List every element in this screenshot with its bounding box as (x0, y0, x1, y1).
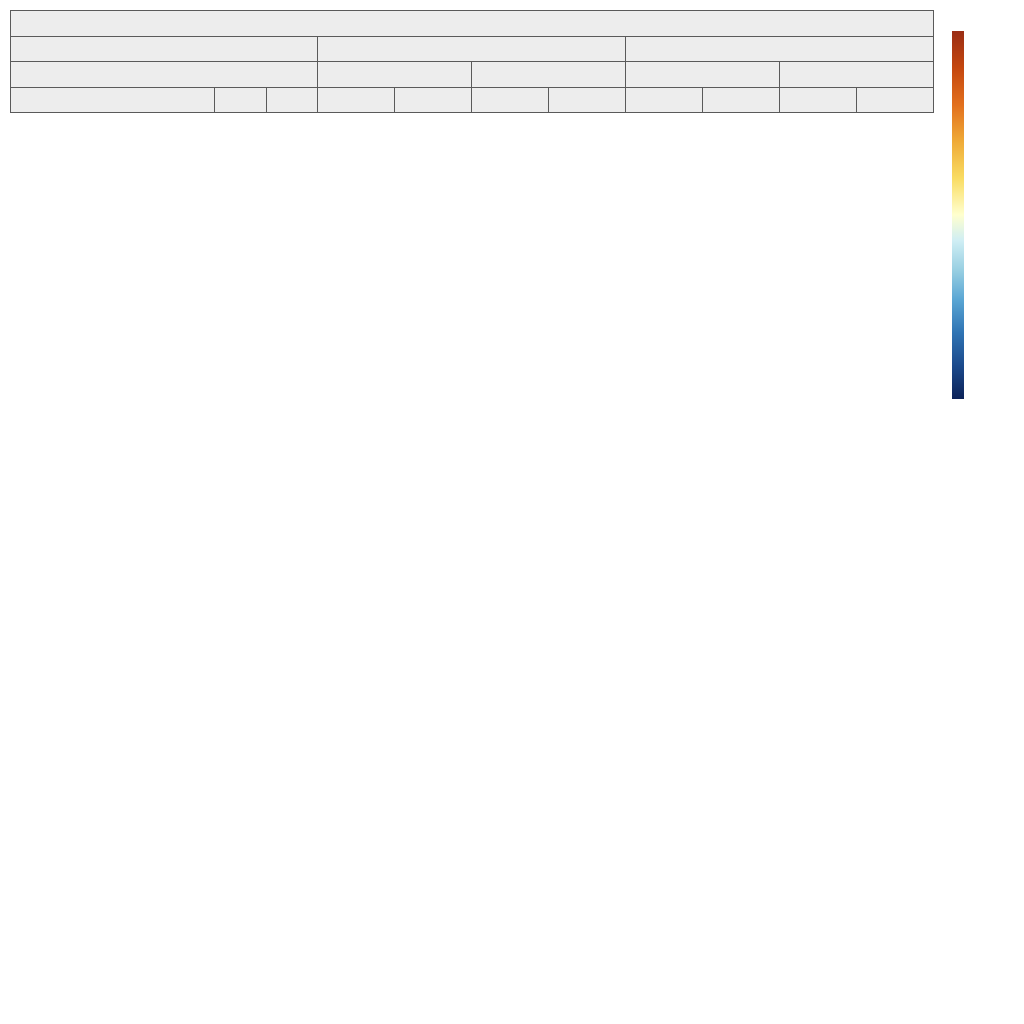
info-header (11, 62, 318, 88)
beam-header (472, 87, 549, 113)
group-header-average (318, 36, 626, 62)
beam-header (857, 87, 934, 113)
mode-header-std-low (626, 62, 780, 88)
beam-header (549, 87, 626, 113)
mode-header-avg-low (318, 62, 472, 88)
colorbar (952, 31, 964, 399)
mode-header-avg-high (472, 62, 626, 88)
column-header-id (215, 87, 267, 113)
beam-header (318, 87, 395, 113)
chart-title (11, 11, 934, 37)
group-header-std-dev (626, 36, 934, 62)
mode-header-std-high (780, 62, 934, 88)
date-range (11, 36, 318, 62)
beam-header (626, 87, 703, 113)
column-header-freq (267, 87, 318, 113)
statistics-table (10, 10, 934, 113)
beam-header (395, 87, 472, 113)
beam-header (703, 87, 780, 113)
column-header-city (11, 87, 215, 113)
beam-header (780, 87, 857, 113)
